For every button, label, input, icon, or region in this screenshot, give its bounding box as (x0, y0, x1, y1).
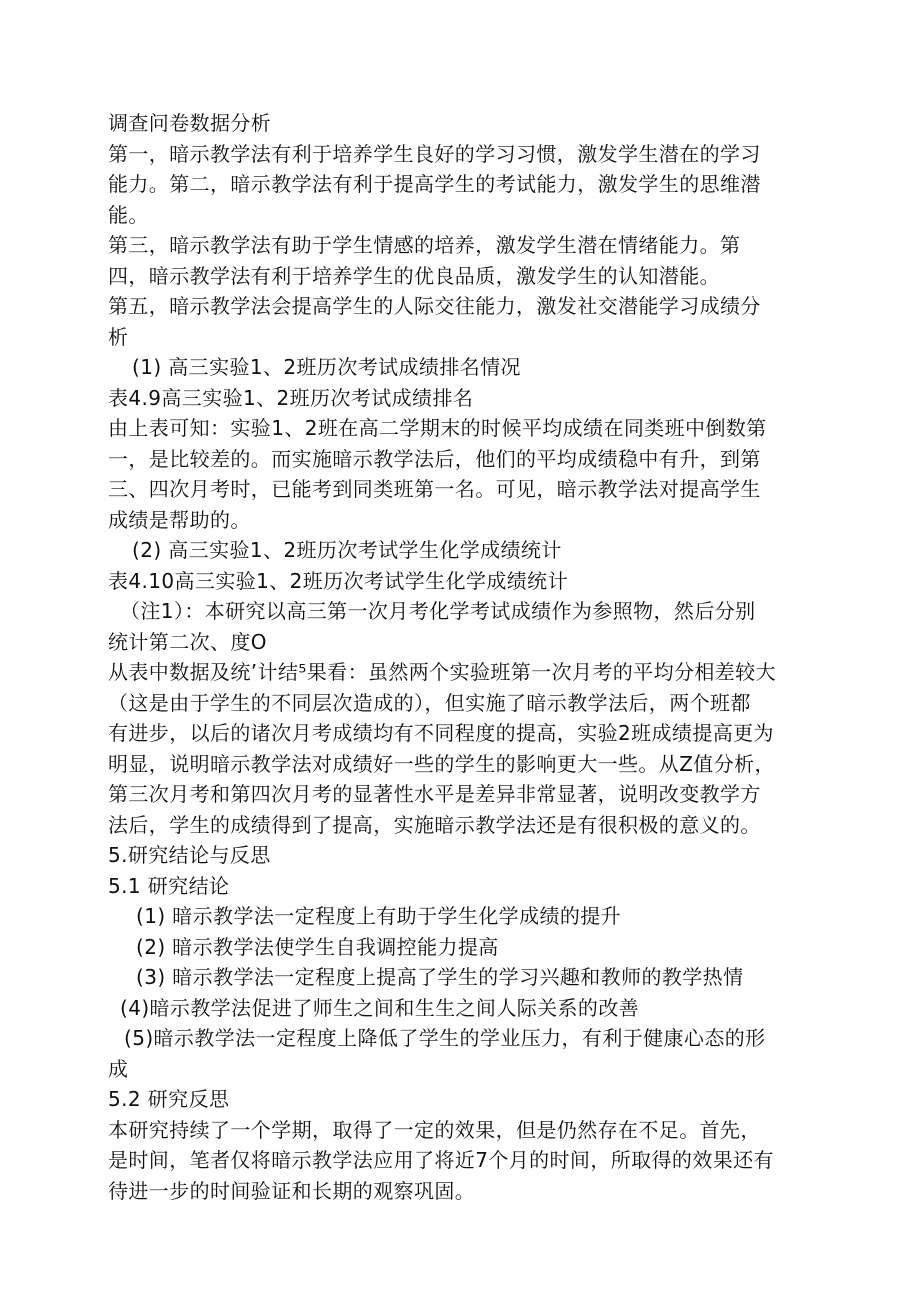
paragraph-line: 从表中数据及统’计结⁵果看：虽然两个实验班第一次月考的平均分相差较大 (108, 660, 776, 684)
list-item: (2) 暗示教学法使学生自我调控能力提高 (136, 934, 499, 959)
paragraph-line: 第一，暗示教学法有利于培养学生良好的学习习惯，激发学生潜在的学习 (108, 141, 761, 166)
paragraph-line: （这是由于学生的不同层次造成的），但实施了暗示教学法后，两个班都 (108, 690, 751, 715)
paragraph-line: 明显，说明暗示教学法对成绩好一些的学生的影响更大一些。从Z值分析， (108, 751, 775, 776)
paragraph-line: 三、四次月考时，已能考到同类班第一名。可见，暗示教学法对提高学生 (108, 477, 761, 501)
paragraph-line: 第三，暗示教学法有助于学生情感的培养，激发学生潜在情绪能力。第 (108, 233, 741, 257)
paragraph-line: 成绩是帮助的。 (108, 507, 251, 532)
table-caption: 表4.10高三实验1、2班历次考试学生化学成绩统计 (108, 568, 568, 593)
list-item: (2) 高三实验1、2班历次考试学生化学成绩统计 (132, 538, 562, 562)
paragraph-line: 成 (108, 1056, 129, 1081)
list-item: (5)暗示教学法一定程度上降低了学生的学业压力，有利于健康心态的形 (124, 1026, 766, 1050)
paragraph-line: 由上表可知：实验1、2班在高二学期末的时候平均成绩在同类班中倒数第 (108, 416, 767, 440)
paragraph-line: 第五，暗示教学法会提高学生的人际交往能力，激发社交潜能学习成绩分 (108, 294, 761, 318)
list-item: (3) 暗示教学法一定程度上提高了学生的学习兴趣和教师的教学热情 (136, 965, 744, 989)
paragraph-line: 法后，学生的成绩得到了提高，实施暗示教学法还是有很积极的意义的。 (108, 812, 761, 837)
paragraph-line: 待进一步的时间验证和长期的观察巩固。 (108, 1178, 476, 1203)
list-item: (4)暗示教学法促进了师生之间和生生之间人际关系的改善 (120, 995, 640, 1020)
paragraph-line: 一，是比较差的。而实施暗示教学法后，他们的平均成绩稳中有升，到第 (108, 446, 761, 471)
document-body (108, 108, 808, 1206)
table-note: （注1）：本研究以高三第一次月考化学考试成绩作为参照物，然后分别 (120, 599, 756, 623)
paragraph-line: 统计第二次、度O (108, 629, 267, 654)
paragraph-line: 有进步，以后的诸次月考成绩均有不同程度的提高，实验2班成绩提高更为 (108, 721, 774, 745)
table-caption: 表4.9高三实验1、2班历次考试成绩排名 (108, 385, 474, 410)
list-item: (1) 高三实验1、2班历次考试成绩排名情况 (132, 355, 521, 379)
paragraph-line: 第三次月考和第四次月考的显著性水平是差异非常显著，说明改变教学方 (108, 782, 761, 806)
paragraph-line: 能力。第二，暗示教学法有利于提高学生的考试能力，激发学生的思维潜 (108, 172, 761, 196)
list-item: (1) 暗示教学法一定程度上有助于学生化学成绩的提升 (136, 904, 622, 928)
paragraph-line: 析 (108, 324, 129, 349)
subsection-heading: 5.2 研究反思 (108, 1087, 230, 1111)
subsection-heading: 5.1 研究结论 (108, 873, 230, 898)
section-heading: 5.研究结论与反思 (108, 843, 271, 867)
paragraph-line: 本研究持续了一个学期，取得了一定的效果，但是仍然存在不足。首先， (108, 1117, 761, 1142)
paragraph-line: 四，暗示教学法有利于培养学生的优良品质，激发学生的认知潜能。 (108, 263, 720, 288)
section-heading: 调查问卷数据分析 (108, 111, 272, 135)
paragraph-line: 能。 (108, 202, 149, 227)
paragraph-line: 是时间，笔者仅将暗示教学法应用了将近7个月的时间，所取得的效果还有 (108, 1148, 774, 1172)
